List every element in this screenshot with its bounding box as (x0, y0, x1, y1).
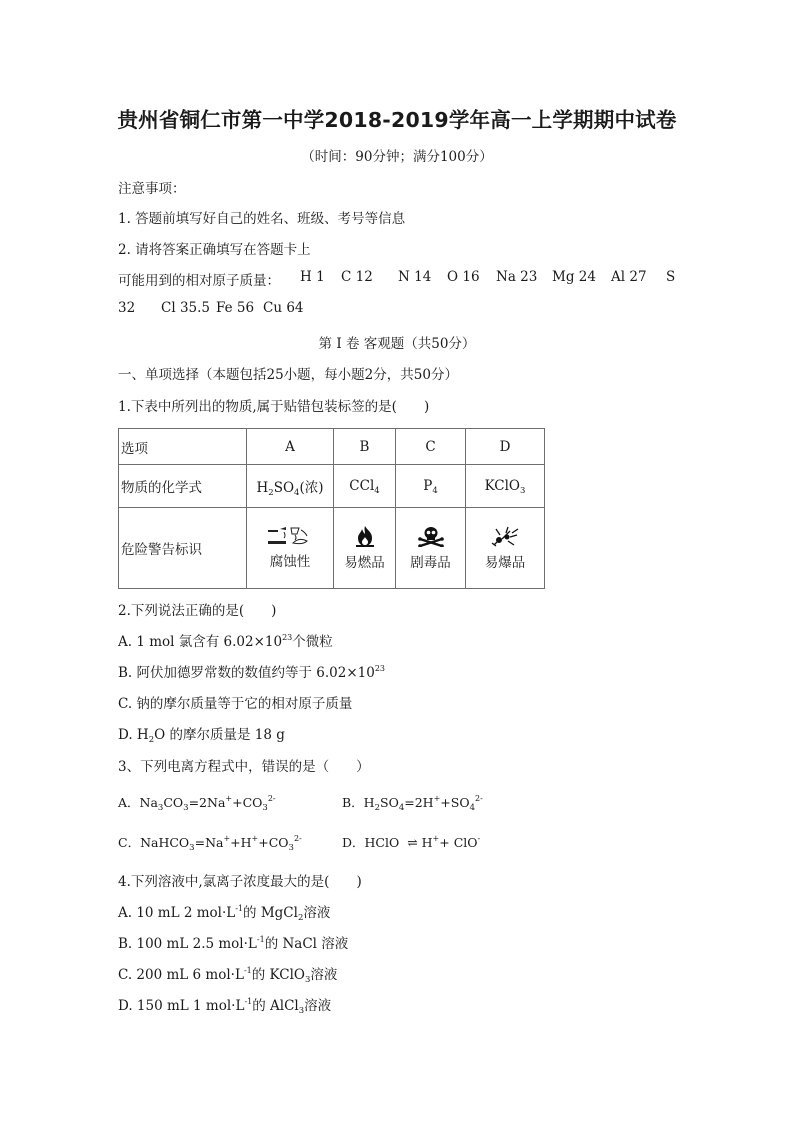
hazard-cell-d (466, 508, 545, 589)
option-sup: -1 (243, 966, 252, 975)
hazard-cell-c (396, 508, 466, 589)
exam-title: 贵州省铜仁市第一中学2018-2019学年高一上学期期中试卷 (117, 108, 677, 132)
formula-sub: 2 (268, 488, 274, 498)
atomic-mass-cu: Cu 64 (263, 300, 304, 316)
formula-text: H (256, 480, 269, 496)
question-2-option-c: C. 钠的摩尔质量等于它的相对原子质量 (118, 696, 353, 712)
question-4-option-c (118, 963, 337, 983)
eq-sub: 3 (183, 803, 189, 813)
formula-text: KClO (484, 478, 520, 494)
eq-sup: 2- (293, 834, 302, 843)
eq-sup: + (225, 794, 233, 803)
option-text: 溶液 (303, 905, 331, 921)
atomic-mass-cl: Cl 35.5 (161, 300, 210, 316)
option-sub: 3 (304, 975, 311, 985)
explosive-icon (490, 525, 520, 547)
atomic-mass-s: S (666, 269, 676, 285)
question-4-option-b (118, 932, 348, 952)
atomic-mass-n: N 14 (398, 269, 432, 285)
eq-sup: + (223, 834, 231, 843)
formula-text: SO (273, 480, 295, 496)
hazard-label-a: 腐蚀性 (269, 554, 311, 570)
formula-d (466, 465, 545, 508)
formula-b (334, 465, 396, 508)
notes-item-2: 2. 请将答案正确填写在答题卡上 (118, 242, 311, 258)
formula-c (396, 465, 466, 508)
eq-text: =2Na (188, 795, 226, 810)
section-title: 第 I 卷 客观题（共50分） (318, 336, 476, 352)
formula-sub: 4 (294, 488, 300, 498)
eq-sub: 4 (469, 803, 475, 813)
eq-sup: 2- (267, 794, 276, 803)
question-3-option-d (342, 833, 480, 851)
notes-item-1: 1. 答题前填写好自己的姓名、班级、考号等信息 (118, 211, 406, 227)
option-sup: 23 (374, 664, 386, 673)
question-4-stem: 4.下列溶液中,氯离子浓度最大的是( ) (118, 874, 362, 890)
eq-sub: 3 (189, 843, 195, 853)
table-cell-option-d: D (466, 429, 545, 465)
question-3-stem: 3、下列电离方程式中，错误的是（ ） (118, 759, 370, 775)
eq-sub: 3 (262, 803, 268, 813)
part-one-heading: 一、单项选择（本题包括25小题，每小题2分，共50分） (118, 367, 458, 383)
eq-sub: 3 (157, 803, 164, 813)
eq-text: SO (380, 795, 399, 810)
eq-sub: 4 (398, 803, 405, 813)
option-text: B. 阿伏加德罗常数的数值约等于 6.02×10 (118, 665, 375, 681)
table-cell-option-c: C (396, 429, 466, 465)
option-text: D. H (118, 727, 149, 743)
formula-a (247, 465, 334, 508)
eq-text: +SO (440, 795, 470, 810)
eq-sup: + (251, 834, 259, 843)
hazard-label-d: 易爆品 (484, 555, 526, 571)
atomic-mass-s-value: 32 (118, 300, 136, 316)
atomic-mass-na: Na 23 (496, 269, 538, 285)
question-1-table (118, 428, 545, 589)
eq-text: + ClO (439, 835, 478, 850)
eq-text: =2H (404, 795, 434, 810)
atomic-mass-o: O 16 (447, 269, 480, 285)
hazard-label-c: 剧毒品 (410, 555, 451, 571)
eq-sup: 2- (475, 794, 483, 803)
question-2-option-d (118, 723, 285, 743)
atomic-mass-mg: Mg 24 (552, 269, 596, 285)
exam-subtitle: （时间：90分钟；满分100分） (301, 149, 493, 165)
question-2-stem: 2.下列说法正确的是( ) (118, 603, 277, 619)
option-text: A. 1 mol 氯含有 6.02×10 (118, 634, 283, 650)
atomic-mass-label: 可能用到的相对原子质量： (118, 273, 280, 289)
formula-text: CCl (349, 478, 375, 494)
eq-text: B．H (342, 795, 375, 810)
option-text: C. 200 mL 6 mol·L (118, 967, 244, 983)
question-4-option-a (118, 901, 330, 921)
option-sup: 23 (282, 633, 293, 642)
option-text: 的 KClO (251, 967, 305, 983)
option-sup: -1 (256, 935, 265, 944)
hazard-label-b: 易燃品 (344, 555, 385, 571)
eq-sup: - (477, 834, 481, 843)
option-text: 溶液 (310, 967, 338, 983)
table-cell-option-a: A (247, 429, 334, 465)
option-sub: 2 (148, 735, 155, 745)
option-text: A. 10 mL 2 mol·L (118, 905, 236, 921)
hazard-cell-b (334, 508, 396, 589)
eq-sup: + (432, 834, 440, 843)
eq-text: D．HClO (342, 835, 408, 850)
question-1-stem: 1.下表中所列出的物质,属于贴错包装标签的是( ) (118, 399, 430, 415)
table-cell-label: 危险警告标识 (119, 508, 247, 589)
eq-sup: + (433, 794, 441, 803)
formula-text: (浓) (299, 480, 324, 496)
hazard-cell-a (247, 508, 334, 589)
question-3-option-b (342, 793, 483, 811)
option-text: 个微粒 (292, 634, 333, 650)
formula-sub: 4 (432, 486, 438, 496)
atomic-mass-h: H 1 (300, 269, 325, 285)
table-cell-label: 选项 (119, 429, 247, 465)
atomic-mass-fe: Fe 56 (216, 300, 255, 316)
eq-text: CO (163, 795, 184, 810)
table-row (119, 508, 545, 589)
atomic-mass-c: C 12 (341, 269, 373, 285)
question-4-option-d (118, 994, 331, 1014)
toxic-icon (417, 525, 445, 547)
eq-text: C．NaHCO (118, 835, 190, 850)
eq-text: +H (230, 835, 252, 850)
table-row (119, 429, 545, 465)
option-sup: -1 (235, 904, 244, 913)
flammable-icon (353, 525, 377, 547)
option-sup: -1 (244, 997, 253, 1006)
question-3-option-a (118, 793, 276, 811)
eq-text: H (417, 835, 433, 850)
question-2-option-a (118, 630, 333, 650)
question-3-option-c (118, 833, 302, 851)
eq-text: =Na (194, 835, 224, 850)
reversible-arrow: ⇌ (407, 835, 418, 850)
atomic-mass-line (118, 269, 280, 289)
option-text: 溶液 (304, 998, 332, 1014)
option-sub: 3 (298, 1006, 305, 1016)
notes-heading: 注意事项： (118, 181, 186, 197)
option-text: 的 MgCl (243, 905, 298, 921)
option-text: D. 150 mL 1 mol·L (118, 998, 245, 1014)
corrosive-icon (267, 526, 313, 546)
formula-sub: 4 (374, 486, 380, 496)
option-text: 的 AlCl (252, 998, 299, 1014)
eq-text: +CO (258, 835, 289, 850)
table-row (119, 465, 545, 508)
option-text: 的 NaCl 溶液 (264, 936, 349, 952)
formula-text: P (423, 478, 433, 494)
table-cell-label: 物质的化学式 (119, 465, 247, 508)
eq-text: +CO (232, 795, 263, 810)
option-sub: 2 (297, 913, 304, 923)
option-text: O 的摩尔质量是 18 g (154, 727, 285, 743)
table-cell-option-b: B (334, 429, 396, 465)
atomic-mass-al: Al 27 (611, 269, 647, 285)
eq-text: A．Na (118, 795, 158, 810)
option-text: B. 100 mL 2.5 mol·L (118, 936, 257, 952)
question-2-option-b (118, 661, 385, 681)
eq-sub: 3 (288, 843, 294, 853)
formula-sub: 3 (520, 486, 526, 496)
eq-sub: 2 (374, 803, 381, 813)
